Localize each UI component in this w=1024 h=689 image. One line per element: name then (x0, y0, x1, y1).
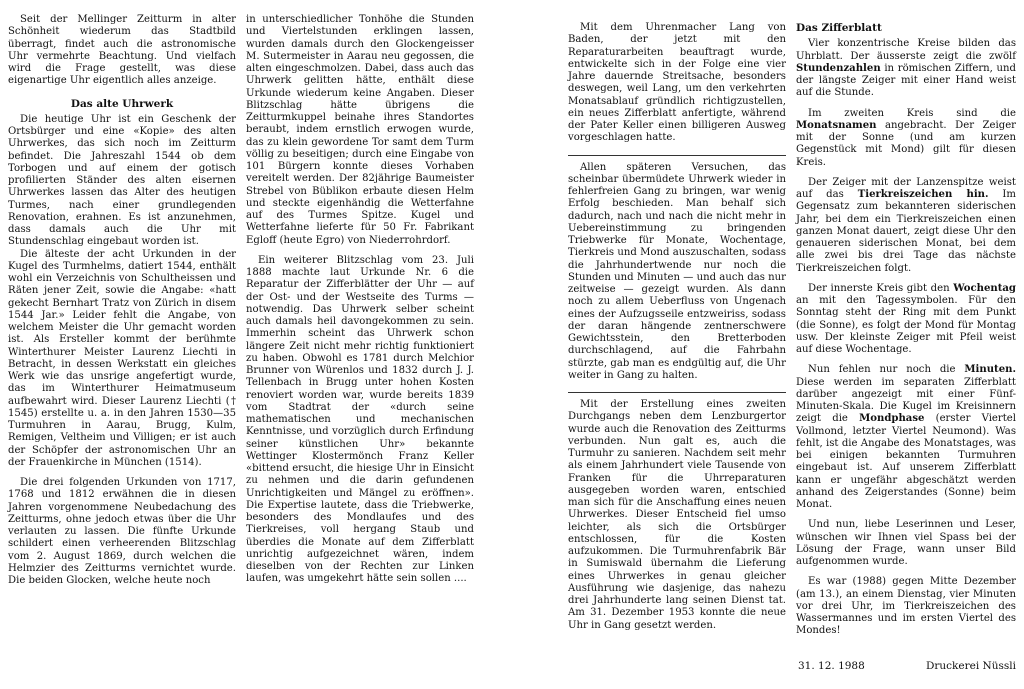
divider (568, 155, 786, 156)
paragraph: Mit dem Uhrenmacher Lang von Baden, der jetzt mit den Reparaturarbeiten beauftragt wurde, entwickelte sich in der Folge eine vier Jahre dauernde Streitsache, besonders deswegen, weil Lang, um den verkehrten Monatsablauf gründlich richtigzustellen, ein neues Zifferblatt anfertigte, während der Pater Keller einen billigeren Ausweg vorgeschlagen hatte. (568, 22, 786, 144)
column-1 (8, 14, 236, 587)
paragraph: Seit der Mellinger Zeitturm in alter Schönheit wiederum das Stadtbild überragt, findet auch die astronomische Uhr vermehrte Beachtung. Und vielfach wird die Frage gestellt, was diese eigenartige Uhr eigentlich alles anzeige. (8, 14, 236, 87)
paragraph: Die drei folgenden Urkunden von 1717, 1768 und 1812 erwähnen die in diesen Jahren vorgenommene Neubedachung des Zeitturms, ohne jedoch etwas über die Uhr verlauten zu lassen. Die fünfte Urkunde schildert einen verheerenden Blitzschlag vom 2. August 1869, durch welchen die Helmzier des Zeitturms vernichtet wurde. Die beiden Glocken, welche heute noch (8, 477, 236, 586)
paragraph: Vier konzentrische Kreise bilden das Uhrblatt. Der äusserste zeigt die zwölf Stundenzahlen in römischen Ziffern, und der längste Zeiger mit einer Hand weist auf die Stunde. (796, 38, 1016, 99)
divider (568, 392, 786, 393)
column-2 (246, 14, 474, 586)
footer-date: 31. 12. 1988 (798, 660, 865, 672)
paragraph: Allen späteren Versuchen, das scheinbar übermüdete Uhrwerk wieder in fehlerfreien Gang zu bringen, war wenig Erfolg beschieden. Man behalf sich dadurch, nach und nach die nicht mehr in Uebereinstimmung zu bringenden Triebwerke für Monate, Wochentage, Tierkreis und Mond auszuschalten, sodass die Jahrhundertwende nur noch die Stunden und Minuten — und auch das nur zeitweise — gezeigt wurden. Als dann noch zu allem Ueberfluss von Ungenach eines der Aufzugsseile entzweiriss, sodass der daran hängende zentnerschwere Gewichtsstein, den Bretterboden durchschlagend, auf die Fahrbahn stürzte, gab man es endgültig auf, die Uhr weiter in Gang zu halten. (568, 161, 786, 381)
paragraph: Es war (1988) gegen Mitte Dezember (am 13.), an einem Dienstag, vier Minuten vor drei Uhr, im Tierkreiszeichen des Wassermannes und im ersten Viertel des Mondes! (796, 576, 1016, 637)
paragraph: Nun fehlen nur noch die Minuten. Diese werden im separaten Zifferblatt darüber angezeigt mit einer Fünf-Minuten-Skala. Die Kugel im Kreisinnern zeigt die Mondphase (erster Viertel Vollmond, letzter Viertel Neumond). Was fehlt, ist die Angabe des Monatstages, was bei einigen bekannten Turmuhren eingebaut ist. Auf unserem Zifferblatt kann er ungefähr abgeschätzt werden anhand des Zeigerstandes (Sonne) beim Monat. (796, 364, 1016, 510)
paragraph: in unterschiedlicher Tonhöhe die Stunden und Viertelstunden erklingen lassen, wurden damals durch den Glockengeisser M. Sutermeister in Aarau neu gegossen, die alten eingeschmolzen. Dabei, dass auch das Uhrwerk gelitten hätte, enthält diese Urkunde wiederum keine Angaben. Dieser Blitzschlag hätte übrigens die Zeitturmkuppel beinahe ihres Standortes beraubt, indem ernstlich erwogen wurde, das zu klein gewordene Tor samt dem Turm völlig zu beseitigen; durch eine Eingabe von 101 Bürgern konnte dieses Vorhaben vereitelt werden. Der 82jährige Baumeister Strebel von Büblikon erbaute diesen Helm und steckte eigenhändig die Wetterfahne auf des Turmes Spitze. Kugel und Wetterfahne lieferte für 50 Fr. Fabrikant Egloff (heute Egro) von Niederrohrdorf. (246, 14, 474, 246)
footer-printer: Druckerei Nüssli (925, 660, 1016, 672)
section-heading: Das alte Uhrwerk (70, 97, 174, 110)
paragraph: Der Zeiger mit der Lanzenspitze weist auf das Tierkreiszeichen hin. Im Gegensatz zum bekannteren siderischen Jahr, bei dem ein Tierkreiszeichen einen ganzen Monat dauert, zeigt diese Uhr den genaueren siderischen Monat, bei dem alle zwei bis drei Tage das nächste Tierkreiszeichen folgt. (796, 176, 1016, 274)
paragraph: Mit der Erstellung eines zweiten Durchgangs neben dem Lenzburgertor wurde auch die Renovation des Zeitturms verbunden. Nun galt es, auch die Turmuhr zu sanieren. Nachdem seit mehr als einem Jahrhundert viele Tausende von Franken für die Uhrreparaturen ausgegeben worden waren, entschied man sich für die Anschaffung eines neuen Uhrwerkes. Dieser Entscheid fiel umso leichter, als sich die Ortsbürger entschlossen, für die Kosten aufzukommen. Die Turmuhrenfabrik Bär in Sumiswald übernahm die Lieferung eines Uhrwerkes in genau gleicher Ausführung wie dasjenige, das nahezu drei Jahrhunderte lang seinen Dienst tat. Am 31. Dezember 1953 konnte die neue Uhr in Gang gesetzt werden. (568, 399, 786, 631)
section-heading: Das Zifferblatt (796, 22, 882, 34)
paragraph: Der innerste Kreis gibt den Wochentag an mit den Tagessymbolen. Für den Sonntag steht der Ring mit dem Punkt (die Sonne), es folgt der Mond für Montag usw. Der kleinste Zeiger mit Pfeil weist auf diese Wochentage. (796, 282, 1016, 355)
paragraph: Und nun, liebe Leserinnen und Leser, wünschen wir Ihnen viel Spass bei der Lösung der Frage, wann unser Bild aufgenommen wurde. (796, 519, 1016, 567)
column-4 (796, 22, 1016, 638)
right-page (536, 0, 1024, 689)
column-3 (568, 22, 786, 632)
paragraph: Ein weiterer Blitzschlag vom 23. Juli 1888 machte laut Urkunde Nr. 6 die Reparatur der Zifferblätter der Uhr — auf der Ost- und der Westseite des Turms — notwendig. Das Uhrwerk selber scheint auch damals heil davongekommen zu sein. Immerhin scheint das Uhrwerk schon längere Zeit nicht mehr richtig funktioniert zu haben. Obwohl es 1781 durch Melchior Brunner von Würenlos und 1832 durch J. J. Tellenbach in Brugg unter hohen Kosten renoviert worden war, wurde bereits 1839 vom Stadtrat der «durch seine mathematischen und mechanischen Kenntnisse, und vorzüglich durch Erfindung seiner künstlichen Uhr» bekannte Wettinger Klostermönch Franz Keller «bittend ersucht, die hiesige Uhr in Einsicht zu nehmen und die darin gefundenen Unrichtigkeiten und Mängel zu eröffnen». Die Expertise lautete, dass die Triebwerke, besonders des Mondlaufes und des Tierkreises, voll hergang Staub und überdies die Monate auf dem Zifferblatt unrichtig aufgezeichnet wären, indem dieselben von der Rechten zur Linken laufen, was umgekehrt hätte sein sollen .... (246, 254, 474, 585)
paragraph: Im zweiten Kreis sind die Monatsnamen angebracht. Der Zeiger mit der Sonne (und am kurzen Gegenstück mit Mond) gilt für diesen Kreis. (796, 107, 1016, 168)
paragraph: Die älteste der acht Urkunden in der Kugel des Turmhelms, datiert 1544, enthält wohl ein Verzeichnis von Schultheissen und Räten jener Zeit, sowie die Angabe: «hatt gekecht Bernhart Tratz von Zürich in disem 1544 Jar.» Leider fehlt die Angabe, von welchem Meister die Uhr gemacht worden ist. Als Ersteller kommt der berühmte Winterthurer Meister Laurenz Liechti in Betracht, in dessen Werkstatt ein gleiches Werk wie das unsrige angefertigt wurde, das im Winterthurer Heimatmuseum aufbewahrt wird. Dieser Laurenz Liechti († 1545) erstellte u. a. in den Jahren 1530—35 Turmuhren in Aarau, Brugg, Kulm, Remigen, Veltheim und Villigen; er ist auch der Schöpfer der astronomischen Uhr an der Frauenkirche in München (1514). (8, 248, 236, 468)
paragraph: Die heutige Uhr ist ein Geschenk der Ortsbürger und eine «Kopie» des alten Uhrwerkes, das sich noch im Zeitturm befindet. Die Jahreszahl 1544 ob dem Torbogen und auf einem der gotisch profilierten Ständer des alten eisernen Uhrwerkes lassen das Alter des heutigen Turmes, nach einer grundlegenden Renovation, erahnen. Es ist anzunehmen, dass damals auch die Uhr mit Stundenschlag eingebaut worden ist. (8, 113, 236, 248)
